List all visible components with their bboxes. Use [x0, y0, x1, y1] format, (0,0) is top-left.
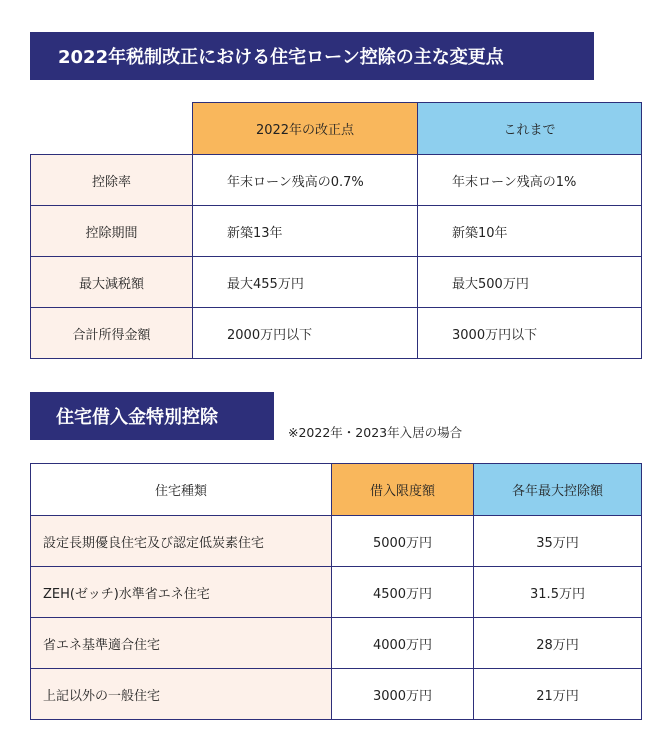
cell-new: 新築13年 [193, 206, 418, 257]
max-deduction-value: 35万円 [474, 516, 642, 567]
borrowing-limit-value: 5000万円 [332, 516, 474, 567]
header-previous: これまで [418, 103, 642, 155]
cell-old: 最大500万円 [418, 257, 642, 308]
max-deduction-value: 28万円 [474, 618, 642, 669]
occupancy-note: ※2022年・2023年入居の場合 [288, 425, 463, 440]
header-2022-revision: 2022年の改正点 [193, 103, 418, 155]
cell-old: 3000万円以下 [418, 308, 642, 359]
table-row [31, 516, 642, 567]
max-deduction-value: 21万円 [474, 669, 642, 720]
header-borrowing-limit: 借入限度額 [332, 464, 474, 516]
cell-old: 年末ローン残高の1% [418, 155, 642, 206]
cell-new: 年末ローン残高の0.7% [193, 155, 418, 206]
table-row [31, 257, 642, 308]
housing-type-label: 上記以外の一般住宅 [31, 669, 332, 720]
table-row [31, 669, 642, 720]
housing-type-label: ZEH(ゼッチ)水準省エネ住宅 [31, 567, 332, 618]
row-label-deduction-rate: 控除率 [31, 155, 193, 206]
table-header-row [31, 103, 642, 155]
table-row [31, 618, 642, 669]
cell-old: 新築10年 [418, 206, 642, 257]
max-deduction-value: 31.5万円 [474, 567, 642, 618]
header-blank-cell [31, 103, 193, 155]
borrowing-limit-value: 3000万円 [332, 669, 474, 720]
table-header-row [31, 464, 642, 516]
row-label-total-income: 合計所得金額 [31, 308, 193, 359]
housing-loan-deduction-table [30, 463, 642, 720]
borrowing-limit-value: 4000万円 [332, 618, 474, 669]
table-row [31, 567, 642, 618]
cell-new: 最大455万円 [193, 257, 418, 308]
table-row [31, 308, 642, 359]
table-row [31, 155, 642, 206]
table-row [31, 206, 642, 257]
row-label-deduction-period: 控除期間 [31, 206, 193, 257]
header-housing-type: 住宅種類 [31, 464, 332, 516]
housing-type-label: 設定長期優良住宅及び認定低炭素住宅 [31, 516, 332, 567]
cell-new: 2000万円以下 [193, 308, 418, 359]
borrowing-limit-value: 4500万円 [332, 567, 474, 618]
row-label-max-tax-reduction: 最大減税額 [31, 257, 193, 308]
section1-title: 2022年税制改正における住宅ローン控除の主な変更点 [30, 32, 594, 80]
section2-title: 住宅借入金特別控除 [30, 392, 274, 440]
housing-type-label: 省エネ基準適合住宅 [31, 618, 332, 669]
header-max-annual-deduction: 各年最大控除額 [474, 464, 642, 516]
tax-change-table [30, 102, 642, 359]
